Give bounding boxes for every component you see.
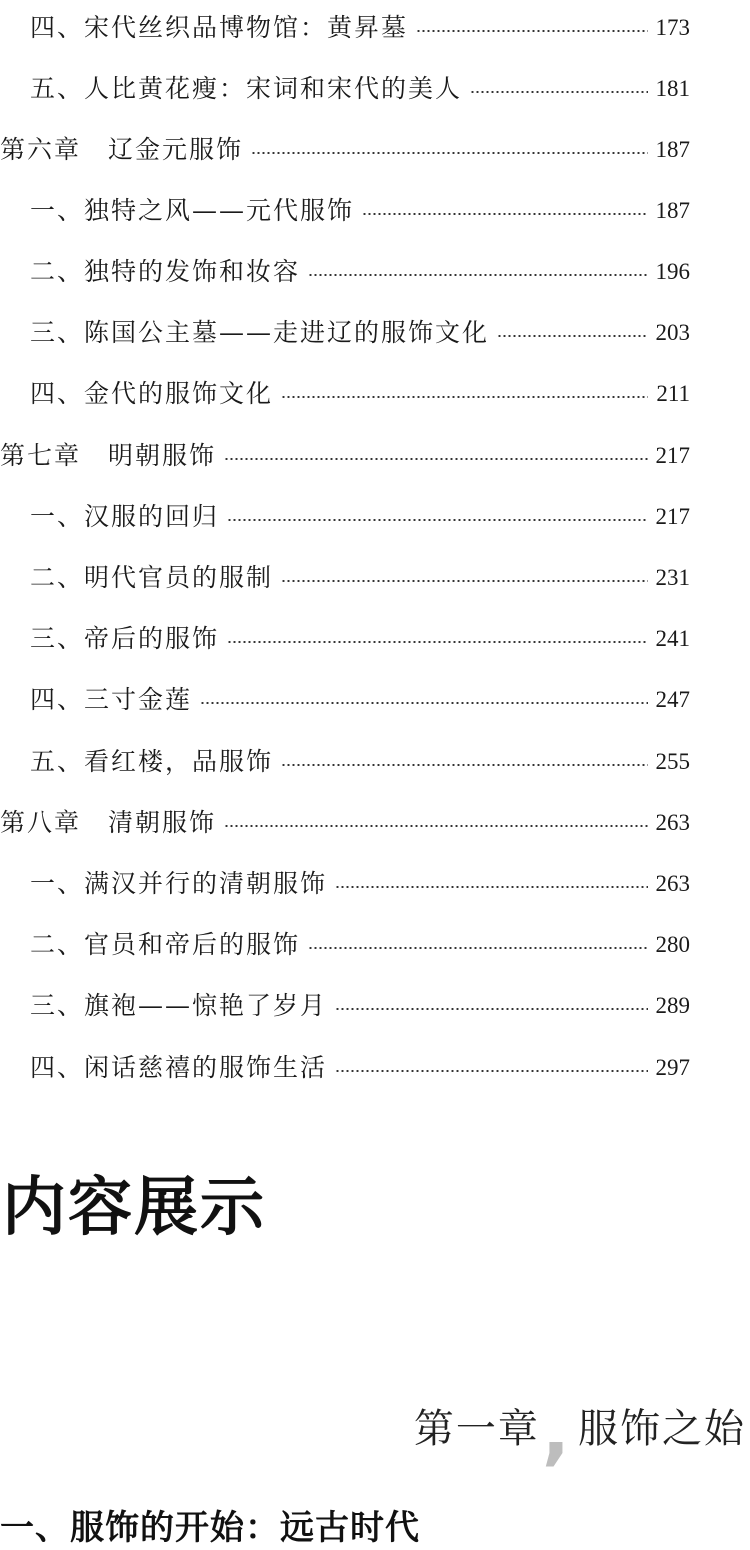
toc-entry[interactable] — [30, 497, 690, 537]
chapter-title: 服饰之始 — [578, 1405, 746, 1452]
dot-leader — [227, 519, 647, 521]
toc-entry-label: 三、陈国公主墓——走进辽的服饰文化 — [30, 318, 490, 347]
toc-entry-label: 五、人比黄花瘦：宋词和宋代的美人 — [30, 74, 463, 103]
toc-entry[interactable] — [30, 864, 690, 904]
dot-leader — [308, 947, 647, 949]
toc-entry[interactable] — [30, 1048, 690, 1088]
dot-leader — [227, 641, 647, 643]
toc-entry-label: 一、汉服的回归 — [30, 502, 220, 531]
toc-chapter-entry[interactable] — [0, 130, 690, 170]
chapter-heading — [413, 1388, 746, 1474]
toc-entry-label: 二、明代官员的服制 — [30, 563, 274, 592]
toc-entry-label: 五、看红楼，品服饰 — [30, 747, 274, 776]
toc-page-number: 196 — [655, 259, 690, 284]
dot-leader — [470, 91, 647, 93]
toc-entry-label: 四、金代的服饰文化 — [30, 379, 274, 408]
toc-entry[interactable] — [30, 680, 690, 720]
toc-page-number: 203 — [655, 320, 690, 345]
toc-page-number: 173 — [655, 15, 690, 40]
content-showcase-title: 内容展示 — [2, 1171, 266, 1245]
toc-page-number: 211 — [656, 381, 690, 406]
dot-leader — [200, 702, 647, 704]
toc-entry-label: 四、闲话慈禧的服饰生活 — [30, 1053, 328, 1082]
dot-leader — [335, 1008, 647, 1010]
toc-entry-label: 一、满汉并行的清朝服饰 — [30, 869, 328, 898]
toc-entry[interactable] — [30, 191, 690, 231]
toc-page-number: 181 — [655, 76, 690, 101]
toc-entry-label: 第六章 辽金元服饰 — [0, 135, 244, 164]
dot-leader — [335, 886, 647, 888]
chapter-separator: , — [541, 1388, 572, 1474]
dot-leader — [281, 580, 647, 582]
toc-entry[interactable] — [30, 619, 690, 659]
toc-entry[interactable] — [30, 252, 690, 292]
toc-entry-label: 二、官员和帝后的服饰 — [30, 930, 301, 959]
toc-entry-label: 第八章 清朝服饰 — [0, 808, 217, 837]
toc-page-number: 289 — [655, 993, 690, 1018]
dot-leader — [224, 458, 647, 460]
toc-entry[interactable] — [30, 8, 690, 48]
chapter-number: 第一章 — [413, 1405, 540, 1452]
toc-entry[interactable] — [30, 558, 690, 598]
toc-page-number: 187 — [655, 137, 690, 162]
toc-entry-label: 第七章 明朝服饰 — [0, 441, 217, 470]
toc-page-number: 263 — [655, 871, 690, 896]
toc-entry-label: 三、帝后的服饰 — [30, 624, 220, 653]
dot-leader — [362, 213, 647, 215]
dot-leader — [497, 335, 647, 337]
toc-page-number: 263 — [655, 810, 690, 835]
dot-leader — [251, 152, 647, 154]
toc-chapter-entry[interactable] — [0, 436, 690, 476]
toc-entry[interactable] — [30, 374, 690, 414]
toc-entry-label: 四、宋代丝织品博物馆：黄昇墓 — [30, 13, 409, 42]
dot-leader — [335, 1070, 647, 1072]
toc-page-number: 187 — [655, 198, 690, 223]
toc-page-number: 217 — [655, 504, 690, 529]
toc-entry-label: 二、独特的发饰和妆容 — [30, 257, 301, 286]
dot-leader — [281, 396, 648, 398]
toc-page-number: 247 — [655, 687, 690, 712]
toc-page-number: 297 — [655, 1055, 690, 1080]
toc-entry[interactable] — [30, 925, 690, 965]
toc-entry[interactable] — [30, 69, 690, 109]
toc-entry[interactable] — [30, 986, 690, 1026]
section-heading: 一、服饰的开始：远古时代 — [0, 1508, 420, 1548]
toc-page-number: 255 — [655, 749, 690, 774]
dot-leader — [416, 30, 647, 32]
toc-entry-label: 一、独特之风——元代服饰 — [30, 196, 355, 225]
toc-entry-label: 四、三寸金莲 — [30, 685, 193, 714]
toc-page-number: 231 — [655, 565, 690, 590]
dot-leader — [281, 764, 647, 766]
toc-chapter-entry[interactable] — [0, 803, 690, 843]
toc-entry-label: 三、旗袍——惊艳了岁月 — [30, 991, 328, 1020]
toc-page-number: 241 — [655, 626, 690, 651]
toc-page-number: 217 — [655, 443, 690, 468]
toc-entry[interactable] — [30, 313, 690, 353]
toc-entry[interactable] — [30, 742, 690, 782]
dot-leader — [308, 274, 647, 276]
toc-page-number: 280 — [655, 932, 690, 957]
dot-leader — [224, 825, 647, 827]
